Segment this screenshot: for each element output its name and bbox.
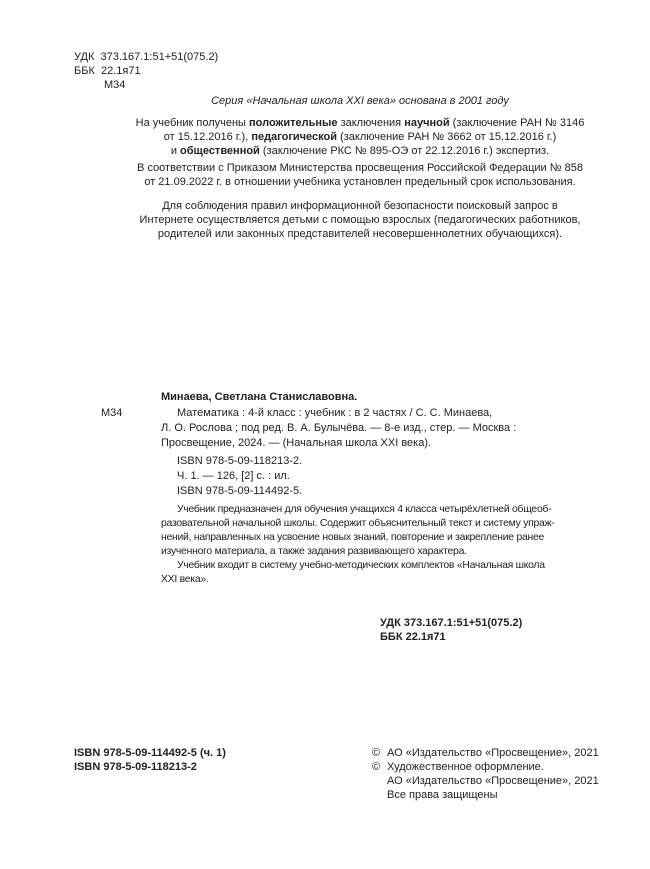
bbk-value: 22.1я71 (100, 65, 141, 77)
text: На учебник получены (135, 117, 250, 129)
copyright-icon: © (372, 761, 381, 773)
annotation-line: Учебник предназначен для обучения учащихся 4 класса четырёхлетней общеоб- (177, 504, 552, 515)
bold-text: положительные (249, 117, 338, 129)
copyright-icon: © (372, 747, 381, 759)
bold-text: педагогической (251, 131, 337, 143)
safety-line: Интернете осуществляется детьми с помощью взрослых (педагогических работников, (139, 214, 581, 226)
bold-text: научной (404, 117, 450, 129)
annotation-line: нений, направленных на усвоение новых знаний, повторение и закрепление ранее (161, 532, 545, 543)
order-line: от 21.09.2022 г. в отношении учебника установлен предельный срок использования. (144, 176, 576, 188)
udk-label: УДК (74, 51, 95, 63)
bbk-label: ББК (74, 65, 95, 77)
series-note: Серия «Начальная школа XXI века» основана в 2001 году (211, 95, 509, 107)
copyright-line: Все права защищены (387, 789, 498, 801)
copyright-line: Художественное оформление. (387, 761, 544, 773)
system-note-line: Учебник входит в систему учебно-методических комплектов «Начальная школа (177, 560, 545, 571)
isbn-line: Ч. 1. — 126, [2] с. : ил. (177, 470, 290, 482)
catalog-bbk: ББК 22.1я71 (380, 631, 446, 643)
udk-header (74, 50, 218, 64)
bbk-header (74, 64, 141, 78)
system-note-line: XXI века». (161, 574, 209, 585)
udk-value: 373.167.1:51+51(075.2) (100, 51, 219, 63)
catalog-mark: М34 (101, 407, 123, 419)
annotation-line: разовательной начальной школы. Содержит объяснительный текст и систему упраж- (161, 518, 555, 529)
text: и (170, 145, 181, 157)
isbn-line: ISBN 978-5-09-118213-2. (177, 455, 303, 467)
isbn-line: ISBN 978-5-09-114492-5. (177, 485, 303, 497)
text: от 15.12.2016 г.), (163, 131, 252, 143)
safety-line: Для соблюдения правил информационной безопасности поисковый запрос в (162, 200, 558, 212)
safety-line: родителей или законных представителей несовершеннолетних обучающихся). (157, 228, 563, 240)
text: заключения (337, 117, 405, 129)
text: (заключение РКС № 895-ОЭ от 22.12.2016 г.) экспертиз. (259, 145, 550, 157)
catalog-udk: УДК 373.167.1:51+51(075.2) (380, 617, 523, 629)
description-line: Математика : 4-й класс : учебник : в 2 частях / С. С. Минаева, (177, 407, 493, 419)
description-line: Л. О. Рослова ; под ред. В. А. Булычёва. — 8-е изд., стер. — Москва : (161, 422, 517, 434)
author-mark: М34 (104, 79, 126, 91)
annotation-line: изученного материала, а также задания развивающего характера. (161, 546, 467, 557)
description-line: Просвещение, 2024. — (Начальная школа XXI века). (161, 437, 432, 449)
copyright-line: АО «Издательство «Просвещение», 2021 (387, 747, 599, 759)
order-line: В соответствии с Приказом Министерства просвещения Российской Федерации № 858 (137, 162, 583, 174)
footer-isbn-line: ISBN 978-5-09-114492-5 (ч. 1) (74, 747, 226, 759)
footer-isbn-line: ISBN 978-5-09-118213-2 (74, 761, 197, 773)
catalog-author: Минаева, Светлана Станиславовна. (161, 391, 358, 403)
text: (заключение РАН № 3662 от 15.12.2016 г.) (337, 131, 557, 143)
copyright-line: АО «Издательство «Просвещение», 2021 (387, 775, 599, 787)
bold-text: общественной (180, 145, 260, 157)
text: (заключение РАН № 3146 (449, 117, 585, 129)
